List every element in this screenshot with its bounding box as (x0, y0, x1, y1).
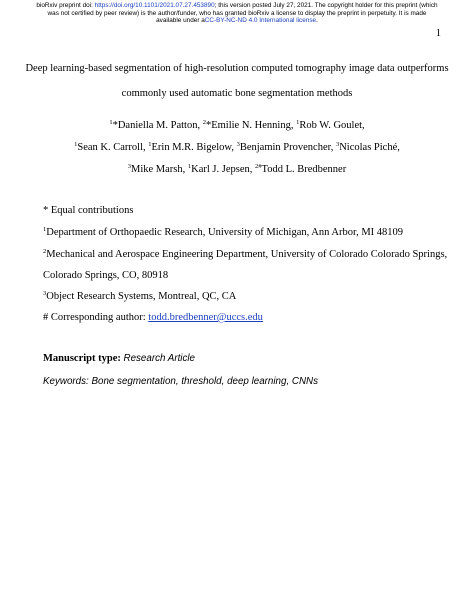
author-affil-sup: 2 (202, 119, 206, 126)
preprint-line-2: was not certified by peer review) is the author/funder, who has granted bioRxiv a license to display the preprint in perpetuity. It is made (47, 9, 427, 17)
author-name: Karl J. Jepsen, (191, 164, 256, 175)
affiliation-2-line-2: Colorado Springs, CO, 80918 (43, 270, 169, 281)
manuscript-type-label: Manuscript type: (43, 353, 121, 364)
author-affil-sup: 3 (127, 163, 132, 170)
author-affil-sup: 1 (109, 119, 113, 126)
title-line-2: commonly used automatic bone segmentation methods (121, 88, 353, 99)
author-affil-sup: 1 (296, 119, 300, 126)
author-name: Nicolas Piché, (339, 142, 400, 153)
doi-link[interactable]: https://doi.org/10.1101/2021.07.27.453890 (94, 2, 215, 9)
author-name: Benjamin Provencher, (239, 142, 336, 153)
author-affil-sup: 1 (148, 141, 152, 148)
corresponding-email-link[interactable]: todd.bredbenner@uccs.edu (148, 312, 263, 323)
preprint-notice (30, 2, 444, 25)
affiliation-text: Object Research Systems, Montreal, QC, CA (46, 291, 237, 302)
author-name: *Daniella M. Patton, (112, 120, 203, 131)
affiliation-1 (43, 227, 403, 238)
affiliation-text: Mechanical and Aerospace Engineering Department, University of Colorado Colorado Springs, (46, 249, 448, 260)
preprint-line3-prefix: available under a (156, 17, 205, 25)
affiliation-sup: 3 (43, 290, 47, 297)
author-name: Sean K. Carroll, (77, 142, 149, 153)
manuscript-type (43, 353, 195, 364)
author-name: Rob W. Goulet, (299, 120, 365, 131)
keywords: Keywords: Bone segmentation, threshold, deep learning, CNNs (43, 376, 319, 387)
author-affil-sup: 1 (74, 141, 78, 148)
license-link[interactable]: CC-BY-NC-ND 4.0 International license (204, 17, 317, 25)
equal-contributions-note: * Equal contributions (43, 205, 134, 216)
affiliation-sup: 2 (43, 248, 47, 255)
corresponding-label: # Corresponding author: (43, 312, 149, 323)
title-line-1: Deep learning-based segmentation of high-resolution computed tomography image data outperforms (25, 63, 449, 74)
author-affil-sup: 2# (255, 163, 262, 170)
affiliation-3 (43, 291, 236, 302)
authors-line-2 (20, 142, 454, 153)
manuscript-type-value: Research Article (123, 353, 196, 364)
author-name: *Emilie N. Henning, (205, 120, 297, 131)
authors-line-3 (20, 164, 454, 175)
author-name: Mike Marsh, (131, 164, 188, 175)
author-affil-sup: 1 (187, 163, 192, 170)
affiliation-text: Department of Orthopaedic Research, University of Michigan, Ann Arbor, MI 48109 (46, 227, 404, 238)
corresponding-author (43, 312, 263, 323)
author-name: Todd L. Bredbenner (261, 164, 347, 175)
page-number: 1 (435, 28, 441, 39)
authors-line-1 (20, 120, 454, 131)
preprint-line-1 (30, 2, 444, 10)
preprint-doi-prefix: bioRxiv preprint doi: (36, 2, 95, 9)
author-name: Erin M.R. Bigelow, (151, 142, 237, 153)
preprint-line3-suffix: . (316, 17, 318, 25)
author-affil-sup: 3 (335, 141, 340, 148)
author-affil-sup: 3 (236, 141, 240, 148)
preprint-line1-suffix: ; this version posted July 27, 2021. The copyright holder for this preprint (which (214, 2, 438, 9)
affiliation-2-line-1 (43, 249, 447, 260)
preprint-line-3 (30, 17, 444, 25)
affiliation-sup: 1 (43, 226, 47, 233)
